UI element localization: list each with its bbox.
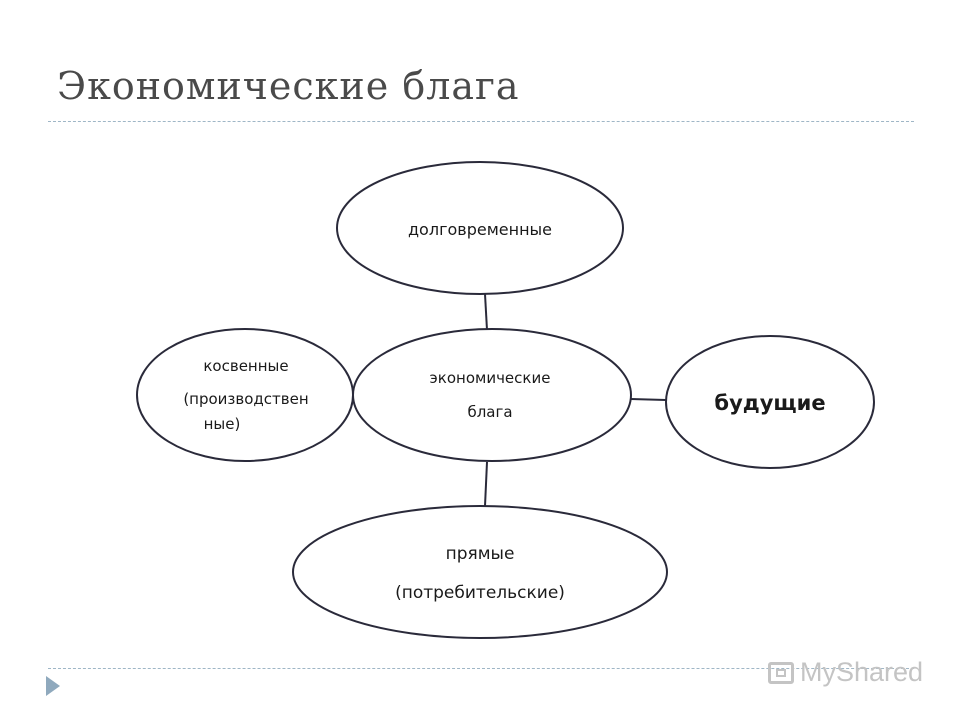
bottom-label-line2: (потребительские) bbox=[395, 583, 565, 603]
center-label-line1: экономические bbox=[429, 369, 551, 387]
node-future bbox=[666, 336, 874, 468]
node-economic-goods bbox=[353, 329, 631, 461]
connector-bottom bbox=[485, 462, 487, 506]
connector-right bbox=[630, 399, 666, 400]
left-label-line1: косвенные bbox=[203, 357, 289, 375]
triangle-bullet-icon bbox=[46, 676, 60, 696]
bottom-label-line1: прямые bbox=[445, 544, 515, 564]
slide-title: Экономические блага bbox=[57, 64, 520, 108]
node-durable bbox=[337, 162, 623, 294]
left-label-line3: ные) bbox=[203, 415, 241, 433]
watermark bbox=[768, 657, 923, 688]
watermark-text: MyShared bbox=[800, 657, 924, 687]
center-label-line2: блага bbox=[467, 403, 513, 421]
monitor-icon bbox=[768, 662, 794, 684]
node-durable-label: долговременные bbox=[407, 220, 553, 239]
node-indirect bbox=[137, 329, 353, 461]
connector-top bbox=[485, 294, 487, 330]
left-label-line2: (производствен bbox=[183, 390, 309, 408]
node-future-label: будущие bbox=[714, 391, 826, 415]
node-direct bbox=[293, 506, 667, 638]
